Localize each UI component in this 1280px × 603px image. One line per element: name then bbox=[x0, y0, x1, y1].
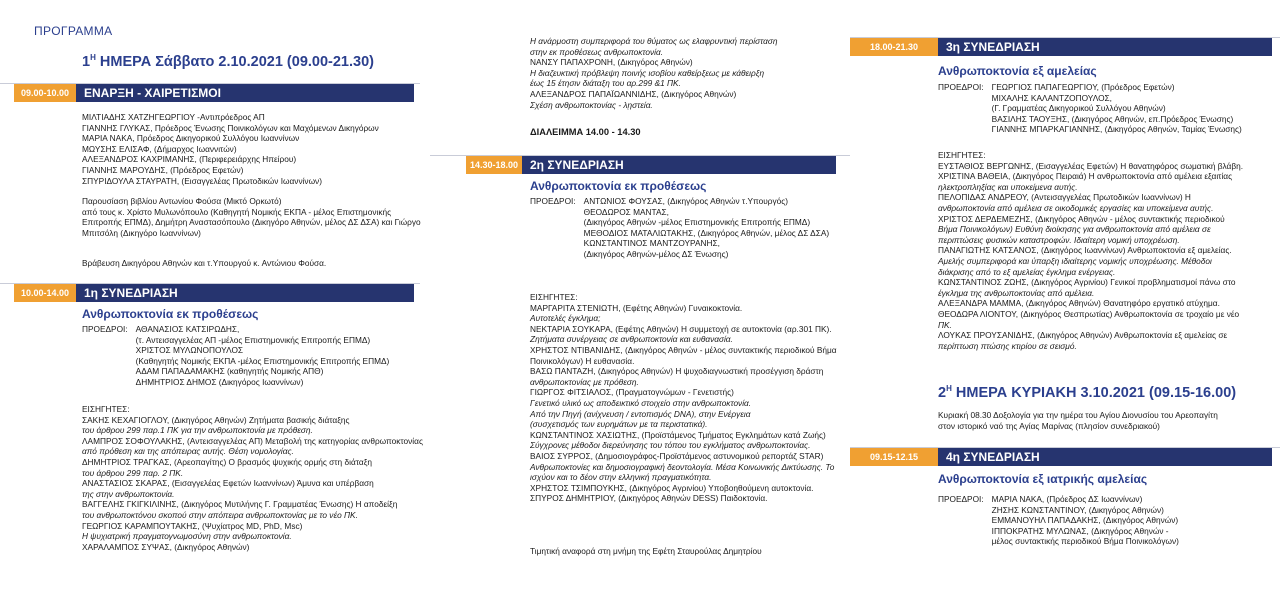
chair-line: (Γ. Γραμματέας Δικηγορικού Συλλόγου Αθηνών) bbox=[991, 103, 1166, 114]
session1-subtitle: Ανθρωποκτονία εκ προθέσεως bbox=[82, 307, 259, 321]
session3-label: 3η ΣΥΝΕΔΡΙΑΣΗ bbox=[938, 38, 1272, 56]
talk-line: Ζητήματα συνέργειας σε ανθρωποκτονία και ευθανασία. bbox=[530, 334, 733, 345]
chair-line: ΓΙΑΝΝΗΣ ΜΠΑΡΚΑΓΙΑΝΝΗΣ, (Δικηγόρος Αθηνών, Ταμίας Ένωσης) bbox=[991, 124, 1242, 135]
chair-line: (Δικηγόρος Αθηνών-μέλος ΔΣ Ένωσης) bbox=[583, 248, 729, 259]
session3-speakers bbox=[938, 150, 1243, 351]
talk-line: ΚΩΝΣΤΑΝΤΙΝΟΣ ΧΑΣΙΩΤΗΣ, (Προϊστάμενος Τμήματος Εγκλημάτων κατά Ζωής) bbox=[530, 429, 826, 440]
session1-speakers bbox=[82, 404, 423, 552]
chair-line: ΒΑΣΙΛΗΣ ΤΑΟΥΞΗΣ, (Δικηγόρος Αθηνών, επ.Πρόεδρος Ένωσης) bbox=[991, 113, 1234, 124]
talk-line: ΠΚ. bbox=[938, 319, 952, 330]
chair-line: ΑΝΤΩΝΙΟΣ ΦΟΥΣΑΣ, (Δικηγόρος Αθηνών τ.Υπουργός) bbox=[583, 196, 789, 206]
talk-line: ΣΑΚΗΣ ΚΕΧΑΓΙΟΓΛΟΥ, (Δικηγόρος Αθηνών) Ζητήματα βασικής διάταξης bbox=[82, 414, 350, 425]
day2-heading bbox=[938, 384, 1236, 401]
talk-line: Από την Πηγή (ανίχνευση / εντοπισμός DNA), στην Ενέργεια bbox=[530, 408, 751, 419]
talk-line: Αμελής συμπεριφορά και ύπαρξη ιδιαίτερης νομικής υποχρέωσης. Μέθοδοι bbox=[938, 255, 1212, 266]
chairs-label: ΠΡΟΕΔΡΟΙ: bbox=[938, 494, 984, 504]
speakers-label: ΕΙΣΗΓΗΤΕΣ: bbox=[530, 292, 578, 302]
talk-line: ΠΕΛΟΠΙΔΑΣ ΑΝΔΡΕΟΥ, (Αντεισαγγελέας Πρωτοδικών Ιωαννίνων) Η bbox=[938, 192, 1191, 203]
liturgy-line: στον ιστορικό ναό της Αγίας Μαρίνας (πλησίον συνεδριακού) bbox=[938, 420, 1160, 431]
opening-speaker: ΓΙΑΝΝΗΣ ΓΛΥΚΑΣ, Πρόεδρος Ένωσης Ποινικολόγων και Μαχόμενων Δικηγόρων bbox=[82, 122, 379, 133]
chair-line: ΕΜΜΑΝΟΥΗΛ ΠΑΠΑΔΑΚΗΣ, (Δικηγόρος Αθηνών) bbox=[991, 515, 1179, 526]
talk-line: ΧΡΙΣΤΙΝΑ ΒΑΘΕΙΑ, (Δικηγόρος Πειραιά) Η ανθρωποκτονία από αμέλεια εξαιτίας bbox=[938, 171, 1233, 182]
day2-number: 2 bbox=[938, 384, 947, 401]
talk-line: ΧΡΙΣΤΟΣ ΔΕΡΔΕΜΕΖΗΣ, (Δικηγόρος Αθηνών - μέλος συντακτικής περιοδικού bbox=[938, 213, 1225, 224]
chair-line: ΖΗΣΗΣ ΚΩΝΣΤΑΝΤΙΝΟΥ, (Δικηγόρος Αθηνών) bbox=[991, 504, 1164, 515]
session1-label: 1η ΣΥΝΕΔΡΙΑΣΗ bbox=[76, 284, 414, 302]
talk-line: περίπτωση πτώσης κτιρίου σε σεισμό. bbox=[938, 340, 1077, 351]
talk-line: Η διαζευκτική πρόβλεψη ποινής ισοβίου καθείρξεως με κάθειρξη bbox=[530, 67, 765, 78]
day2-text: ΗΜΕΡΑ ΚΥΡΙΑΚΗ 3.10.2021 (09.15-16.00) bbox=[955, 384, 1237, 401]
talk-line: Η ανάρμοστη συμπεριφορά του θύματος ως ελαφρυντική περίσταση bbox=[530, 36, 778, 46]
talk-line: ΜΑΡΓΑΡΙΤΑ ΣΤΕΝΙΩΤΗ, (Εφέτης Αθηνών) Γυναικοκτονία. bbox=[530, 302, 743, 313]
session3-subtitle: Ανθρωποκτονία εξ αμελείας bbox=[938, 64, 1097, 78]
talk-line: (συσχετισμός των ευρημάτων με τα περιστατικά). bbox=[530, 419, 708, 430]
chair-line: (Καθηγητής Νομικής ΕΚΠΑ -μέλος Επιστημονικής Επιτροπής ΕΠΜΔ) bbox=[135, 355, 390, 366]
session2-speakers bbox=[530, 292, 837, 504]
program-title: ΠΡΟΓΡΑΜΜΑ bbox=[34, 24, 113, 38]
talk-line: ανθρωποκτονίας με πρόθεση. bbox=[530, 376, 639, 387]
session2-label: 2η ΣΥΝΕΔΡΙΑΣΗ bbox=[522, 156, 836, 174]
day1-heading bbox=[82, 53, 374, 70]
talk-line: της στην ανθρωποκτονία. bbox=[82, 488, 175, 499]
opening-label: ΕΝΑΡΞΗ - ΧΑΙΡΕΤΙΣΜΟΙ bbox=[76, 84, 414, 102]
session1-bar bbox=[14, 284, 414, 302]
session1-chairs bbox=[82, 324, 389, 388]
talk-line: Ανθρωποκτονίες και δημοσιογραφική δεοντολογία. Μέσα Κοινωνικής Δικτύωσης. Το bbox=[530, 461, 835, 472]
day1-sup: Η bbox=[90, 53, 96, 62]
chair-line: ΜΙΧΑΛΗΣ ΚΑΛΑΝΤΖΟΠΟΥΛΟΣ, bbox=[991, 92, 1112, 103]
talk-line: Ποινικολόγων) Η ευθανασία. bbox=[530, 355, 635, 366]
talk-line: ΒΑΣΩ ΠΑΝΤΑΖΗ, (Δικηγόρος Αθηνών) Η ψυχοδιαγνωστική προσέγγιση δράστη bbox=[530, 366, 824, 377]
talk-line: ΓΙΩΡΓΟΣ ΦΙΤΣΙΑΛΟΣ, (Πραγματογνώμων - Γενετιστής) bbox=[530, 387, 734, 398]
talk-line: έγκλημα της ανθρωποκτονίας από αμέλεια. bbox=[938, 287, 1095, 298]
talk-line: Βήμα Ποινικολόγων) Ευθύνη διοίκησης για ανθρωποκτονία από αμέλεια σε bbox=[938, 224, 1211, 235]
talk-line: ΑΛΕΞΑΝΔΡΟΣ ΠΑΠΑΪΩΑΝΝΙΔΗΣ, (Δικηγόρος Αθηνών) bbox=[530, 88, 737, 99]
session2-bar bbox=[466, 156, 836, 174]
book-line: Μπιτσόλη (Δικηγόρο Ιωαννίνων) bbox=[82, 227, 201, 238]
talk-line: ισχύον και το δέον στην ελληνική πραγματικότητα. bbox=[530, 472, 712, 483]
session4-time: 09.15-12.15 bbox=[850, 448, 938, 466]
talk-line: ΧΡΗΣΤΟΣ ΝΤΙΒΑΝΙΔΗΣ, (Δικηγόρος Αθηνών - μέλος συντακτικής περιοδικού Βήμα bbox=[530, 344, 837, 355]
opening-speaker: ΓΙΑΝΝΗΣ ΜΑΡΟΥΔΗΣ, (Πρόεδρος Εφετών) bbox=[82, 164, 244, 175]
talk-line: ΒΑΓΓΕΛΗΣ ΓΚΙΓΚΙΛΙΝΗΣ, (Δικηγόρος Μυτιλήνης Γ. Γραμματέας Ένωσης) Η αποδείξη bbox=[82, 499, 398, 510]
session3-time: 18.00-21.30 bbox=[850, 38, 938, 56]
speakers-label: ΕΙΣΗΓΗΤΕΣ: bbox=[938, 150, 986, 160]
opening-speaker: ΜΩΥΣΗΣ ΕΛΙΣΑΦ, (Δήμαρχος Ιωαννιτών) bbox=[82, 143, 237, 154]
chair-line: ΚΩΝΣΤΑΝΤΙΝΟΣ ΜΑΝΤΖΟΥΡΑΝΗΣ, bbox=[583, 238, 720, 249]
talk-line: περιπτώσεις φυσικών καταστροφών. Ιδιαίτερη νομική υποχρέωση. bbox=[938, 234, 1180, 245]
book-line: από τους κ. Χρίστο Μυλωνόπουλο (Καθηγητή Νομικής ΕΚΠΑ - μέλος Επιστημονικής bbox=[82, 206, 392, 217]
chair-line: (τ. Αντεισαγγελέας ΑΠ -μέλος Επιστημονικής Επιτροπής ΕΠΜΔ) bbox=[135, 334, 371, 345]
talk-line: ΣΠΥΡΟΣ ΔΗΜΗΤΡΙΟΥ, (Δικηγόρος Αθηνών DESS) Παιδοκτονία. bbox=[530, 493, 768, 504]
session4-bar bbox=[850, 448, 1272, 466]
talk-line: από πρόθεση και της απόπειρας αυτής. Θέση νομολογίας. bbox=[82, 446, 294, 457]
session2-time: 14.30-18.00 bbox=[466, 156, 522, 174]
talk-line: Η ψυχιατρική πραγματογνωμοσύνη στην ανθρωποκτονία. bbox=[82, 531, 292, 542]
opening-speaker: ΜΙΛΤΙΑΔΗΣ ΧΑΤΖΗΓΕΩΡΓΙΟΥ -Αντιπρόεδρος ΑΠ bbox=[82, 112, 265, 122]
talk-line: ΠΑΝΑΓΙΩΤΗΣ ΚΑΤΣΑΝΟΣ, (Δικηγόρος Ιωαννίνων) Ανθρωποκτονία εξ αμελείας. bbox=[938, 245, 1232, 256]
chair-line: ΘΕΟΔΩΡΟΣ ΜΑΝΤΑΣ, bbox=[583, 206, 669, 217]
tribute-line: Τιμητική αναφορά στη μνήμη της Εφέτη Σταυρούλας Δημητρίου bbox=[530, 546, 762, 556]
chairs-label: ΠΡΟΕΔΡΟΙ: bbox=[530, 196, 576, 206]
talk-line: ΝΑΝΣΥ ΠΑΠΑΧΡΟΝΗ, (Δικηγόρος Αθηνών) bbox=[530, 57, 693, 68]
chairs-label: ΠΡΟΕΔΡΟΙ: bbox=[82, 324, 128, 334]
session3-chairs bbox=[938, 82, 1242, 135]
book-line: Επιτροπής ΕΠΜΔ), Δημήτρη Αναστασόπουλο (Δικηγόρο Αθηνών, μέλος ΔΣ ΔΣΑ) και Γιώργο bbox=[82, 217, 421, 228]
talk-line: Γενετικό υλικό ως αποδεικτικό στοιχείο στην ανθρωποκτονία. bbox=[530, 397, 752, 408]
day2-sup: Η bbox=[946, 384, 952, 393]
liturgy-note bbox=[938, 410, 1218, 431]
award-line: Βράβευση Δικηγόρου Αθηνών και τ.Υπουργού κ. Αντώνιου Φούσα. bbox=[82, 258, 327, 268]
opening-speaker: ΑΛΕΞΑΝΔΡΟΣ ΚΑΧΡΙΜΑΝΗΣ, (Περιφερειάρχης Ηπείρου) bbox=[82, 154, 297, 165]
talk-line: ΛΑΜΠΡΟΣ ΣΟΦΟΥΛΑΚΗΣ, (Αντεισαγγελέας ΑΠ) Μεταβολή της κατηγορίας ανθρωποκτονίας bbox=[82, 435, 423, 446]
opening-speaker: ΣΠΥΡΙΔΟΥΛΑ ΣΤΑΥΡΑΤΗ, (Εισαγγελέας Πρωτοδικών Ιωαννίνων) bbox=[82, 175, 322, 186]
opening-speaker: ΜΑΡΙΑ ΝΑΚΑ, Πρόεδρος Δικηγορικού Συλλόγου Ιωαννίνων bbox=[82, 133, 300, 144]
break-line: ΔΙΑΛΕΙΜΜΑ 14.00 - 14.30 bbox=[530, 127, 641, 137]
talk-line: Σύγχρονες μέθοδοι διερεύνησης του τόπου του εγκλήματος ανθρωποκτονίας. bbox=[530, 440, 811, 451]
speakers-label: ΕΙΣΗΓΗΤΕΣ: bbox=[82, 404, 130, 414]
chair-line: ΙΠΠΟΚΡΑΤΗΣ ΜΥΛΩΝΑΣ, (Δικηγόρος Αθηνών - bbox=[991, 525, 1169, 536]
book-line: Παρουσίαση βιβλίου Αντωνίου Φούσα (Μικτό Ορκωτό) bbox=[82, 196, 282, 206]
chair-line: μέλος συντακτικής περιοδικού Βήμα Ποινικολόγων) bbox=[991, 536, 1179, 547]
talk-line: ΛΟΥΚΑΣ ΠΡΟΥΣΑΝΙΔΗΣ, (Δικηγόρος Αθηνών) Ανθρωποκτονία εξ αμελείας σε bbox=[938, 330, 1228, 341]
talk-line: Σχέση ανθρωποκτονίας - λῃστεία. bbox=[530, 99, 653, 110]
talk-line: του άρθρου 299 παρ. 2 ΠΚ. bbox=[82, 467, 184, 478]
opening-speakers bbox=[82, 112, 379, 186]
chair-line: ΜΕΘΟΔΙΟΣ ΜΑΤΑΛΙΩΤΑΚΗΣ, (Δικηγόρος Αθηνών, μέλος ΔΣ ΔΣΑ) bbox=[583, 227, 830, 238]
book-presentation bbox=[82, 196, 421, 238]
chair-line: ΑΘΑΝΑΣΙΟΣ ΚΑΤΣΙΡΩΔΗΣ, bbox=[135, 324, 240, 334]
talk-line: διάκρισης από το εξ αμελείας έγκλημα ενέργειας. bbox=[938, 266, 1116, 277]
talk-line: ΒΑΙΟΣ ΣΥΡΡΟΣ, (Δημοσιογράφος-Προϊστάμενος αστυνομικού ρεπορτάζ STAR) bbox=[530, 450, 824, 461]
session3-bar bbox=[850, 38, 1272, 56]
talk-line: Αυτοτελές έγκλημα; bbox=[530, 313, 601, 324]
talk-line: ΕΥΣΤΑΘΙΟΣ ΒΕΡΓΩΝΗΣ, (Εισαγγελέας Εφετών) Η θανατηφόρος σωματική βλάβη. bbox=[938, 160, 1244, 171]
talk-line: ΘΕΟΔΩΡΑ ΛΙΟΝΤΟΥ, (Δικηγόρος Θεσπρωτίας) Ανθρωποκτονία σε τροχαίο με νέο bbox=[938, 308, 1240, 319]
talk-line: ΧΑΡΑΛΑΜΠΟΣ ΣΥΨΑΣ, (Δικηγόρος Αθηνών) bbox=[82, 541, 250, 552]
session4-chairs bbox=[938, 494, 1179, 547]
chair-line: ΧΡΙΣΤΟΣ ΜΥΛΩΝΟΠΟΥΛΟΣ bbox=[135, 345, 244, 356]
col2-top bbox=[530, 36, 777, 110]
talk-line: έως 15 έτησιν διάταξη του αρ.299 &1 ΠΚ. bbox=[530, 78, 681, 89]
chair-line: ΑΔΑΜ ΠΑΠΑΔΑΜΑΚΗΣ (καθηγητής Νομικής ΑΠΘ) bbox=[135, 366, 324, 377]
talk-line: του άρθρου 299 παρ.1 ΠΚ για την ανθρωποκτονία με πρόθεση. bbox=[82, 425, 313, 436]
chair-line: ΓΕΩΡΓΙΟΣ ΠΑΠΑΓΕΩΡΓΙΟΥ, (Πρόεδρος Εφετών) bbox=[991, 82, 1175, 92]
talk-line: στην εκ προθέσεως ανθρωποκτονία. bbox=[530, 46, 664, 57]
talk-line: ΔΗΜΗΤΡΙΟΣ ΤΡΑΓΚΑΣ, (Αρεοπαγίτης) Ο βρασμός ψυχικής ορμής στη διάταξη bbox=[82, 456, 373, 467]
talk-line: ανθρωποκτονία από αμέλεια σε οικοδομικές εργασίες και υποκείμενα αυτής. bbox=[938, 202, 1214, 213]
talk-line: ΚΩΝΣΤΑΝΤΙΝΟΣ ΖΩΗΣ, (Δικηγόρος Αγρινίου) Γενικοί προβληματισμοί πάνω στο bbox=[938, 277, 1236, 288]
talk-line: ΓΕΩΡΓΙΟΣ ΚΑΡΑΜΠΟΥΤΑΚΗΣ, (Ψυχίατρος MD, PhD, Msc) bbox=[82, 520, 303, 531]
session4-label: 4η ΣΥΝΕΔΡΙΑΣΗ bbox=[938, 448, 1272, 466]
session2-chairs bbox=[530, 196, 829, 260]
session1-time: 10.00-14.00 bbox=[14, 284, 76, 302]
chair-line: ΜΑΡΙΑ ΝΑΚΑ, (Πρόεδρος ΔΣ Ιωαννίνων) bbox=[991, 494, 1143, 504]
talk-line: ηλεκτροπληξίας και υποκείμενα αυτής. bbox=[938, 181, 1078, 192]
opening-bar bbox=[14, 84, 414, 102]
talk-line: ΧΡΗΣΤΟΣ ΤΣΙΜΠΟΥΚΗΣ, (Δικηγόρος Αγρινίου) Υποβοηθούμενη αυτοκτονία. bbox=[530, 482, 814, 493]
talk-line: ΑΝΑΣΤΑΣΙΟΣ ΣΚΑΡΑΣ, (Εισαγγελέας Εφετών Ιωαννίνων) Άμυνα και υπέρβαση bbox=[82, 478, 374, 489]
talk-line: ΝΕΚΤΑΡΙΑ ΣΟΥΚΑΡΑ, (Εφέτης Αθηνών) Η συμμετοχή σε αυτοκτονία (αρ.301 ΠΚ). bbox=[530, 323, 832, 334]
opening-time: 09.00-10.00 bbox=[14, 84, 76, 102]
day1-text: ΗΜΕΡΑ Σάββατο 2.10.2021 (09.00-21.30) bbox=[99, 53, 374, 70]
chair-line: (Δικηγόρος Αθηνών -μέλος Επιστημονικής Επιτροπής ΕΠΜΔ) bbox=[583, 217, 811, 228]
talk-line: ΑΛΕΞΑΝΔΡΑ ΜΑΜΜΑ, (Δικηγόρος Αθηνών) Θανατηφόρο εργατικό ατύχημα. bbox=[938, 298, 1220, 309]
chair-line: ΔΗΜΗΤΡΙΟΣ ΔΗΜΟΣ (Δικηγόρος Ιωαννίνων) bbox=[135, 376, 304, 387]
day1-number: 1 bbox=[82, 53, 91, 70]
chairs-label: ΠΡΟΕΔΡΟΙ: bbox=[938, 82, 984, 92]
session2-subtitle: Ανθρωποκτονία εκ προθέσεως bbox=[530, 179, 707, 193]
liturgy-line: Κυριακή 08.30 Δοξολογία για την ημέρα του Αγίου Διονυσίου του Αρεοπαγίτη bbox=[938, 410, 1218, 420]
session4-subtitle: Ανθρωποκτονία εξ ιατρικής αμελείας bbox=[938, 472, 1148, 486]
talk-line: του ανθρωποκτόνου σκοπού στην απόπειρα ανθρωποκτονίας με το νέο ΠΚ. bbox=[82, 509, 358, 520]
